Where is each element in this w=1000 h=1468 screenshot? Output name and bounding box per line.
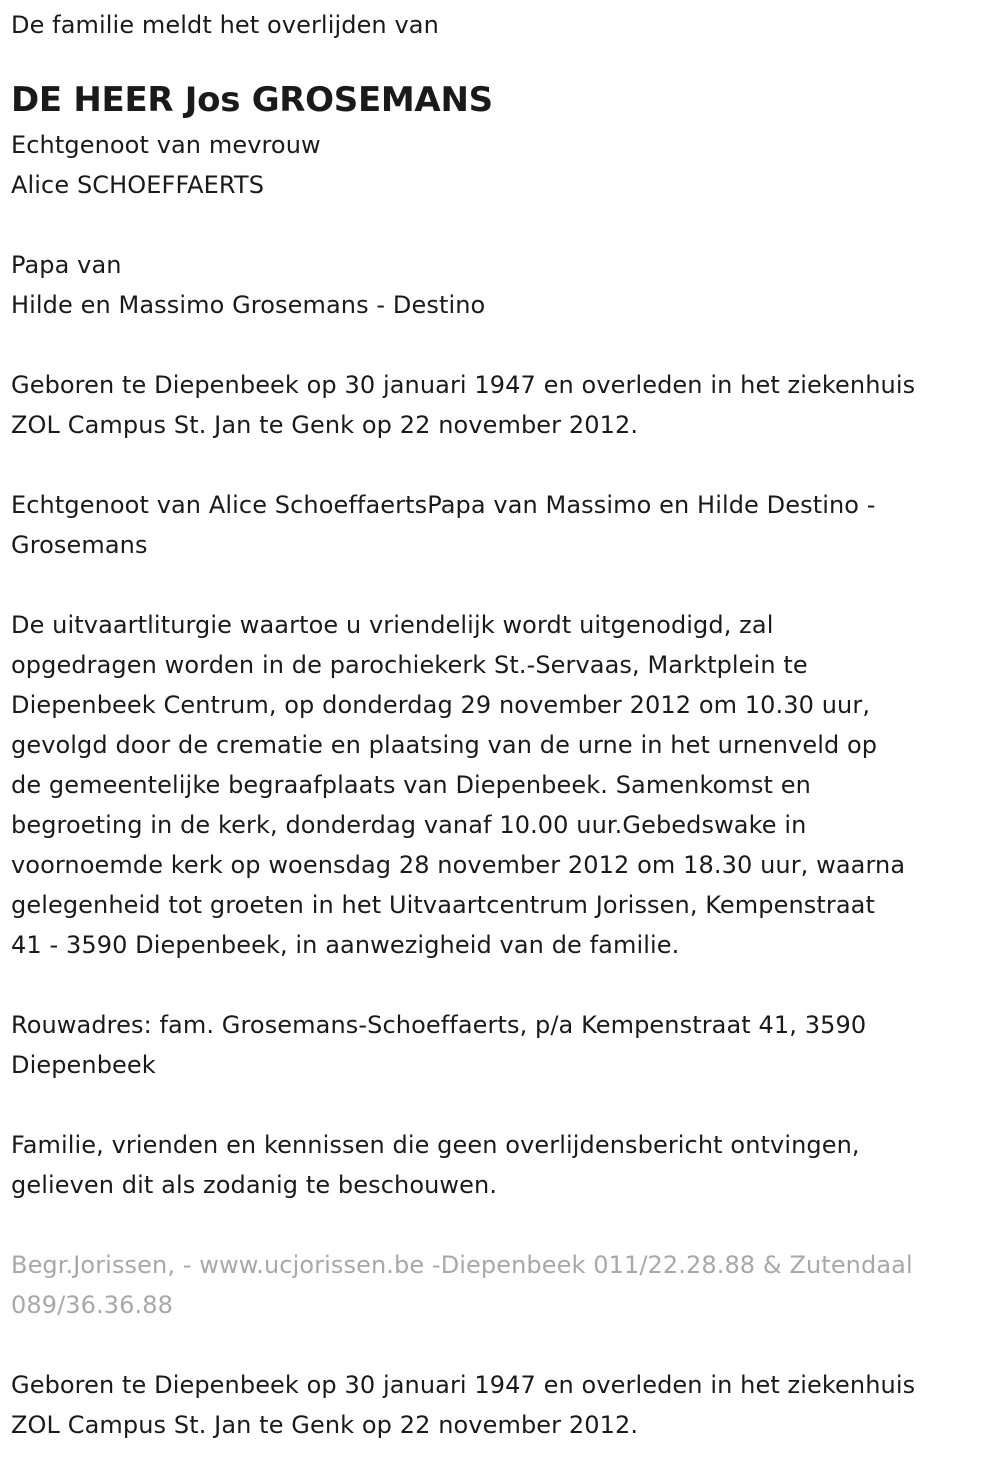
- intro-text: De familie meldt het overlijden van: [11, 11, 439, 39]
- children-paragraph: [11, 245, 1000, 325]
- text-line: Hilde en Massimo Grosemans - Destino: [11, 291, 486, 319]
- text-line: ZOL Campus St. Jan te Genk op 22 november 2012.: [11, 411, 639, 439]
- text-line: gelegenheid tot groeten in het Uitvaartcentrum Jorissen, Kempenstraat: [11, 891, 875, 919]
- birth-death-repeat-paragraph: [11, 1365, 1000, 1445]
- address-paragraph: [11, 1005, 1000, 1085]
- text-line: Alice SCHOEFFAERTS: [11, 171, 265, 199]
- undertaker-paragraph: [11, 1245, 1000, 1325]
- text-line: Rouwadres: fam. Grosemans-Schoeffaerts, p/a Kempenstraat 41, 3590: [11, 1011, 867, 1039]
- birth-death-paragraph: [11, 365, 1000, 445]
- text-line: Echtgenoot van Alice SchoeffaertsPapa van Massimo en Hilde Destino -: [11, 491, 876, 519]
- text-line: de gemeentelijke begraafplaats van Diepenbeek. Samenkomst en: [11, 771, 811, 799]
- text-line: Geboren te Diepenbeek op 30 januari 1947 en overleden in het ziekenhuis: [11, 1371, 916, 1399]
- text-line: Grosemans: [11, 531, 148, 559]
- text-line: Begr.Jorissen, - www.ucjorissen.be -Diepenbeek 011/22.28.88 & Zutendaal: [11, 1251, 913, 1279]
- text-line: Papa van: [11, 251, 122, 279]
- deceased-name-title: DE HEER Jos GROSEMANS: [11, 80, 493, 120]
- text-line: begroeting in de kerk, donderdag vanaf 10.00 uur.Gebedswake in: [11, 811, 807, 839]
- intro-paragraph: [11, 5, 1000, 45]
- spouse-paragraph: [11, 125, 1000, 205]
- text-line: gevolgd door de crematie en plaatsing van de urne in het urnenveld op: [11, 731, 878, 759]
- text-line: De uitvaartliturgie waartoe u vriendelijk wordt uitgenodigd, zal: [11, 611, 774, 639]
- text-line: gelieven dit als zodanig te beschouwen.: [11, 1171, 498, 1199]
- text-line: Diepenbeek: [11, 1051, 156, 1079]
- text-line: 089/36.36.88: [11, 1291, 173, 1319]
- text-line: Familie, vrienden en kennissen die geen overlijdensbericht ontvingen,: [11, 1131, 860, 1159]
- text-line: opgedragen worden in de parochiekerk St.-Servaas, Marktplein te: [11, 651, 808, 679]
- text-line: Echtgenoot van mevrouw: [11, 131, 321, 159]
- text-line: Diepenbeek Centrum, op donderdag 29 november 2012 om 10.30 uur,: [11, 691, 871, 719]
- notice-paragraph: [11, 1125, 1000, 1205]
- text-line: Geboren te Diepenbeek op 30 januari 1947 en overleden in het ziekenhuis: [11, 371, 916, 399]
- funeral-paragraph: [11, 605, 1000, 965]
- text-line: voornoemde kerk op woensdag 28 november 2012 om 18.30 uur, waarna: [11, 851, 906, 879]
- text-line: ZOL Campus St. Jan te Genk op 22 november 2012.: [11, 1411, 639, 1439]
- text-line: 41 - 3590 Diepenbeek, in aanwezigheid van de familie.: [11, 931, 680, 959]
- relations-paragraph: [11, 485, 1000, 565]
